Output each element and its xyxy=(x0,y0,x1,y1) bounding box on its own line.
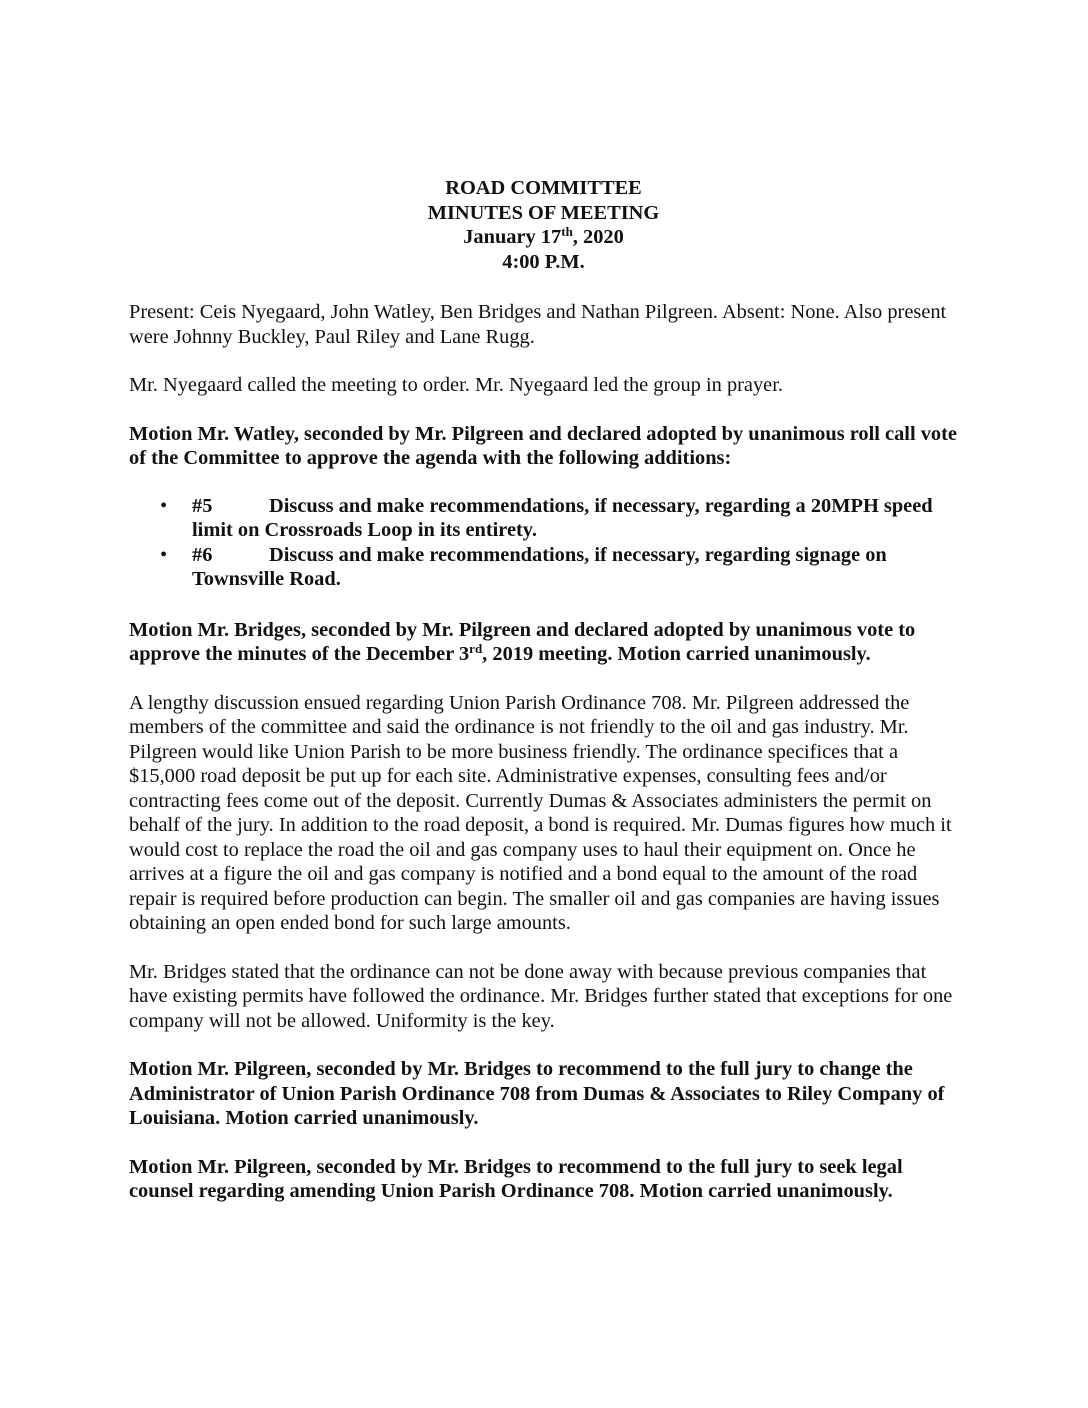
motion-agenda-paragraph: Motion Mr. Watley, seconded by Mr. Pilgreen and declared adopted by unanimous roll call vote of the Committee to approve the agenda with the following additions: xyxy=(129,422,957,469)
agenda-item-number: #5 xyxy=(192,494,213,517)
meeting-date-year: , 2020 xyxy=(572,226,624,248)
agenda-item-text: Discuss and make recommendations, if necessary, regarding a 20MPH speed limit on Crossroads Loop in its entirety. xyxy=(192,494,933,541)
attendance-paragraph: Present: Ceis Nyegaard, John Watley, Ben Bridges and Nathan Pilgreen. Absent: None. Also present were Johnny Buckley, Paul Riley and Lane Rugg. xyxy=(129,301,947,348)
agenda-additions-list xyxy=(129,494,967,592)
meeting-time: 4:00 P.M. xyxy=(502,250,585,273)
meeting-date-main: January 17 xyxy=(463,226,562,248)
meeting-date xyxy=(121,225,966,250)
bullet-icon: • xyxy=(160,494,168,517)
call-to-order-paragraph: Mr. Nyegaard called the meeting to order. Mr. Nyegaard led the group in prayer. xyxy=(129,374,783,396)
motion-minutes-text: Motion Mr. Bridges, seconded by Mr. Pilgreen and declared adopted by unanimous vote to approve the minutes of the December 3 xyxy=(129,618,916,665)
committee-title: ROAD COMMITTEE xyxy=(445,177,642,199)
agenda-addition-item xyxy=(129,494,967,543)
ordinance-discussion-paragraph: A lengthy discussion ensued regarding Union Parish Ordinance 708. Mr. Pilgreen addressed the members of the committee and said the ordinance is not friendly to the oil and gas industry. Mr. Pilgreen would like Union Parish to be more business friendly. The ordinance specifices that a $15,000 road deposit be put up for each site. Administrative expenses, consulting fees and/or contracting fees come out of the deposit. Currently Dumas & Associates administers the permit on behalf of the jury. In addition to the road deposit, a bond is required. Mr. Dumas figures how much it would cost to replace the road the oil and gas company uses to haul their equipment on. Once he arrives at a figure the oil and gas company is notified and a bond equal to the amount of the road repair is required before production can begin. The smaller oil and gas companies are having issues obtaining an open ended bond for such large amounts. xyxy=(129,691,952,934)
motion-minutes-paragraph xyxy=(129,618,967,667)
document-header xyxy=(121,176,966,274)
motion-minutes-sup: rd xyxy=(469,641,483,656)
bullet-icon: • xyxy=(160,543,168,566)
document-page xyxy=(129,176,967,1204)
motion-minutes-text-end: , 2019 meeting. Motion carried unanimously. xyxy=(482,643,871,665)
agenda-item-text: Discuss and make recommendations, if necessary, regarding signage on Townsville Road. xyxy=(192,543,887,590)
meeting-date-suffix-sup: th xyxy=(561,224,573,239)
bridges-statement-paragraph: Mr. Bridges stated that the ordinance can not be done away with because previous companies that have existing permits have followed the ordinance. Mr. Bridges further stated that exceptions for one company will not be allowed. Uniformity is the key. xyxy=(129,960,953,1032)
motion-legal-counsel-paragraph: Motion Mr. Pilgreen, seconded by Mr. Bridges to recommend to the full jury to seek legal counsel regarding amending Union Parish Ordinance 708. Motion carried unanimously. xyxy=(129,1155,903,1202)
motion-administrator-paragraph: Motion Mr. Pilgreen, seconded by Mr. Bridges to recommend to the full jury to change the Administrator of Union Parish Ordinance 708 from Dumas & Associates to Riley Company of Louisiana. Motion carried unanimously. xyxy=(129,1058,945,1129)
agenda-addition-item xyxy=(129,543,967,592)
agenda-item-number: #6 xyxy=(192,543,213,566)
minutes-title: MINUTES OF MEETING xyxy=(427,201,660,224)
